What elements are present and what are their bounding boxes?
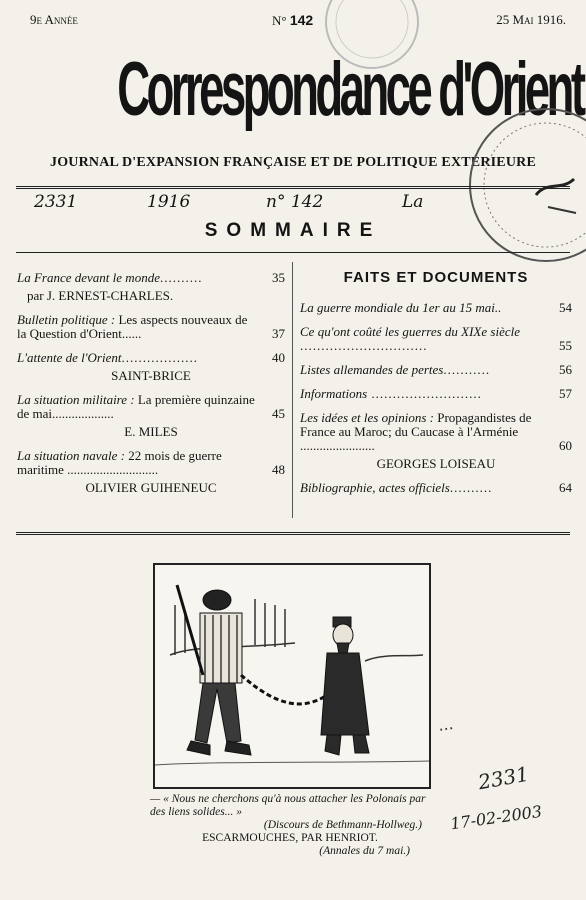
toc-entry: La France devant le monde.......... 35 — [17, 270, 285, 285]
toc-entry-page: 56 — [559, 362, 572, 377]
toc-entry: La situation navale : 22 mois de guerre maritime ............................ 48 — [17, 448, 285, 477]
arabic-annotation: ... — [436, 714, 455, 735]
year-label: 9e Année — [30, 12, 78, 27]
toc-entry-title: Les idées et les opinions : — [300, 410, 434, 425]
handwritten-note: La — [402, 192, 424, 212]
issue-date: 25 Mai 1916. — [496, 12, 566, 27]
toc-entry-page: 57 — [559, 386, 572, 401]
header-rule — [16, 186, 570, 189]
toc-entry: Listes allemandes de pertes........... 56 — [300, 362, 572, 377]
toc-entry-page: 48 — [272, 462, 285, 477]
cartoon-caption — [150, 793, 430, 858]
toc-entry-title: Ce qu'ont coûté les guerres du XIXe siècle — [300, 324, 520, 339]
toc-entry-page: 40 — [272, 350, 285, 365]
masthead-title: Correspondance d'Orient — [117, 47, 583, 132]
toc-entry: Bibliographie, actes officiels.......... 64 — [300, 480, 572, 495]
toc-entry-page: 35 — [272, 270, 285, 285]
toc-entry-title: La France devant le monde — [17, 270, 160, 285]
toc-entry: Ce qu'ont coûté les guerres du XIXe siècle .............................. 55 — [300, 324, 572, 353]
toc-entry: La situation militaire : La première quinzaine de mai................... 45 — [17, 392, 285, 421]
faits-heading: FAITS ET DOCUMENTS — [343, 269, 529, 286]
cartoon-drawing — [155, 565, 429, 787]
toc-author: SAINT-BRICE — [111, 368, 191, 383]
archive-date: 17-02-2003 — [449, 801, 544, 834]
toc-author: GEORGES LOISEAU — [376, 456, 496, 471]
toc-entry-page: 64 — [559, 480, 572, 495]
handwritten-year: 1916 — [147, 192, 191, 212]
toc-entry — [300, 301, 572, 315]
toc-entry: Bulletin politique : Les aspects nouveaux de la Question d'Orient...... 37 — [17, 312, 285, 341]
toc-bottom-rule — [16, 532, 570, 535]
toc-entry-title: Bibliographie, actes officiels — [300, 480, 450, 495]
toc-entry-title: Bulletin politique : — [17, 312, 116, 327]
toc-entry-page: 45 — [272, 406, 285, 421]
toc-entry-title: Informations — [300, 386, 368, 401]
sommaire-rule — [16, 252, 570, 253]
handwritten-number: 2331 — [34, 192, 78, 212]
cartoon-illustration — [153, 563, 431, 789]
toc-entry-page: 37 — [272, 326, 285, 341]
toc-entry: L'attente de l'Orient.................. 40 — [17, 350, 285, 365]
caption-annales: (Annales du 7 mai.) — [319, 845, 410, 857]
caption-citation: (Discours de Bethmann-Hollweg.) — [263, 819, 422, 831]
masthead-subtitle: JOURNAL D'EXPANSION FRANÇAISE ET DE POLITIQUE EXTÉRIEURE — [50, 155, 536, 170]
toc-entry-title: La situation navale : — [17, 448, 125, 463]
issue-prefix: N° — [272, 13, 287, 28]
handwritten-issue: n° 142 — [266, 192, 324, 212]
toc-author: par J. ERNEST-CHARLES. — [27, 288, 174, 303]
toc-entry-title: Listes allemandes de pertes — [300, 362, 444, 377]
toc-author: OLIVIER GUIHENEUC — [85, 480, 217, 495]
toc-author: E. MILES — [124, 424, 178, 439]
toc-left-column — [17, 271, 285, 505]
toc-entry-page: 54 — [559, 300, 572, 315]
toc-entry-page: 55 — [559, 338, 572, 353]
archive-number: 2331 — [476, 761, 531, 795]
toc-entry-page: 60 — [559, 438, 572, 453]
column-divider — [292, 262, 293, 518]
issue-value: 142 — [289, 12, 314, 28]
caption-quote: — « Nous ne cherchons qu'à nous attacher les Polonais par des liens solides... » — [150, 793, 426, 818]
toc-entry: Informations .......................... 57 — [300, 386, 572, 401]
toc-entry: Les idées et les opinions : Propagandistes de France au Maroc; du Caucase à l'Arménie ....................... 60 — [300, 410, 572, 453]
sommaire-heading: SOMMAIRE — [204, 220, 382, 241]
toc-right-column — [300, 271, 572, 505]
toc-entry-title: La guerre mondiale du 1er au 15 mai.. — [300, 300, 502, 315]
caption-source: ESCARMOUCHES, PAR HENRIOT. — [202, 832, 378, 844]
toc-entry-title: L'attente de l'Orient — [17, 350, 122, 365]
toc-entry-title: La situation militaire : — [17, 392, 135, 407]
